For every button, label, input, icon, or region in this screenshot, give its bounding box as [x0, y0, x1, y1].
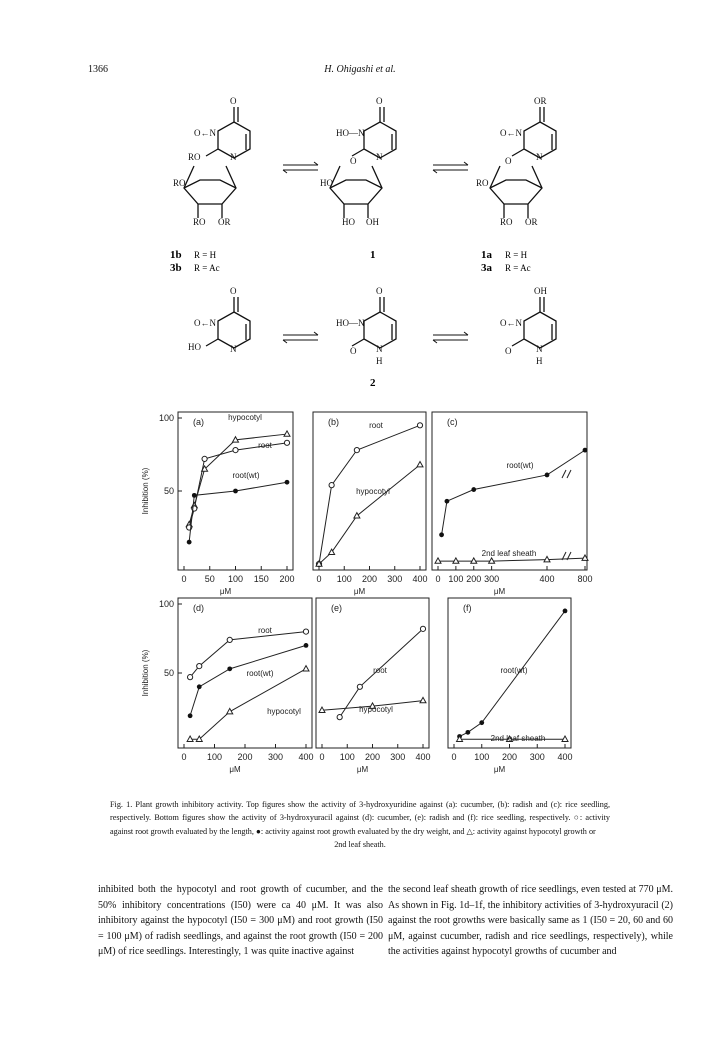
series-line	[190, 669, 306, 739]
open-circle-marker	[284, 440, 289, 445]
series-label: hypocotyl	[228, 413, 262, 422]
x-tick-label: 300	[390, 752, 406, 762]
x-tick-label: 300	[387, 574, 403, 584]
label-3b-r: R = Ac	[194, 263, 220, 273]
x-axis-label: μM	[493, 587, 506, 596]
filled-dot-marker	[465, 730, 470, 735]
series-line	[190, 645, 306, 715]
open-circle-marker	[417, 423, 422, 428]
triangle-marker	[284, 431, 290, 436]
panel-label: (e)	[331, 603, 342, 613]
filled-dot-marker	[188, 713, 193, 718]
filled-dot-marker	[583, 448, 588, 453]
figure-caption	[110, 798, 610, 852]
open-circle-marker	[337, 715, 342, 720]
svg-text:O: O	[376, 286, 383, 296]
label-1a-r: R = H	[505, 250, 528, 260]
label-1: 1	[370, 249, 376, 261]
x-axis-label: μM	[353, 587, 366, 596]
page-number: 1366	[88, 64, 108, 75]
x-axis-label: μM	[356, 765, 369, 774]
x-tick-label: 100	[448, 574, 464, 584]
open-circle-marker	[188, 675, 193, 680]
series-label: root(wt)	[506, 461, 534, 470]
x-axis-label: μM	[219, 587, 232, 596]
label-1b-r: R = H	[194, 250, 217, 260]
x-tick-label: 400	[298, 752, 314, 762]
series-label: 2nd leaf sheath	[490, 734, 546, 743]
filled-dot-marker	[233, 489, 238, 494]
x-tick-label: 50	[204, 574, 215, 584]
x-tick-label: 400	[539, 574, 555, 584]
x-tick-label: 400	[557, 752, 573, 762]
series-label: root	[258, 626, 272, 635]
svg-text:RO: RO	[173, 178, 186, 188]
series-label: hypocotyl	[356, 487, 390, 496]
svg-text:RO: RO	[476, 178, 489, 188]
series-line	[319, 465, 420, 564]
svg-text:HO: HO	[342, 217, 355, 227]
y-tick-label: 50	[163, 486, 174, 496]
filled-dot-marker	[445, 499, 450, 504]
x-tick-label: 200	[237, 752, 253, 762]
filled-dot-marker	[227, 666, 232, 671]
x-tick-label: 400	[415, 752, 431, 762]
series-label: root	[373, 666, 387, 675]
open-circle-marker	[420, 626, 425, 631]
y-tick-label: 50	[163, 668, 174, 678]
open-circle-marker	[197, 664, 202, 669]
x-axis-label: μM	[229, 765, 241, 774]
label-2: 2	[370, 377, 376, 389]
series-label: root	[258, 441, 272, 450]
x-tick-label: 400	[412, 574, 428, 584]
running-head: H. Ohigashi et al.	[324, 64, 396, 75]
svg-text:HO: HO	[188, 342, 201, 352]
x-tick-label: 0	[435, 574, 441, 584]
y-tick-label: 100	[158, 599, 174, 609]
body-column-left: inhibited both the hypocotyl and root growth of cucumber, and the 50% inhibitory concentrations (I50) were ca 40 μM. It was also inhibitory against the hypocotyl (I50 = 300 μM) and root growth (I50 = 100 μM) of radish seedlings, and against the root growth (I50 = 200 μM) of rice seedlings. Interestingly, 1 was quite inactive against	[98, 884, 383, 957]
y-axis-label: Inhibition (%)	[141, 649, 150, 697]
x-tick-label: 0	[181, 752, 187, 762]
open-circle-marker	[303, 629, 308, 634]
open-circle-marker	[354, 448, 359, 453]
triangle-marker	[417, 462, 423, 467]
svg-text:OR: OR	[534, 96, 547, 106]
filled-dot-marker	[285, 480, 290, 485]
label-1b: 1b	[170, 249, 182, 261]
panel-label: (b)	[328, 417, 339, 427]
x-tick-label: 100	[227, 574, 244, 584]
svg-text:O: O	[505, 346, 512, 356]
panel-label: (a)	[193, 417, 204, 427]
label-1a: 1a	[481, 249, 492, 261]
svg-text:HO—N: HO—N	[336, 128, 365, 138]
filled-dot-marker	[563, 609, 568, 614]
label-3b: 3b	[170, 262, 182, 274]
svg-text:N: N	[536, 344, 543, 354]
svg-text:N: N	[376, 152, 383, 162]
filled-dot-marker	[439, 532, 444, 537]
svg-text:O←N: O←N	[500, 128, 522, 138]
svg-text:O: O	[350, 156, 357, 166]
svg-text:OR: OR	[218, 217, 231, 227]
x-tick-label: 0	[316, 574, 322, 584]
x-axis-label: μM	[493, 765, 506, 774]
x-tick-label: 200	[361, 574, 378, 584]
svg-text:O←N: O←N	[194, 318, 216, 328]
x-tick-label: 100	[339, 752, 355, 762]
svg-text:OR: OR	[525, 217, 538, 227]
svg-text:RO: RO	[193, 217, 206, 227]
open-circle-marker	[233, 448, 238, 453]
svg-text:O←N: O←N	[194, 128, 216, 138]
svg-text:N: N	[376, 344, 383, 354]
x-tick-label: 200	[466, 574, 482, 584]
x-tick-label: 100	[474, 752, 490, 762]
body-column-right: the second leaf sheath growth of rice seedlings, even tested at 770 μM. As shown in Fig. 1d–1f, the inhibitory activities of 3-hydroxyuracil (2) against the root growths were basically same as 1 (I50 = 20, 60 and 60 μM, against cucumber, radish and rice seedlings, respectively), while the activities against hypocotyl growths of cucumber and	[388, 884, 673, 957]
filled-dot-marker	[304, 643, 309, 648]
x-tick-label: 300	[267, 752, 284, 762]
svg-text:O: O	[230, 96, 237, 106]
svg-text:OH: OH	[366, 217, 379, 227]
series-line	[189, 482, 287, 542]
y-tick-label: 100	[158, 413, 174, 423]
x-tick-label: 0	[319, 752, 325, 762]
svg-text:HO: HO	[320, 178, 333, 188]
x-tick-label: 200	[279, 574, 295, 584]
open-circle-marker	[329, 483, 334, 488]
series-label: hypocotyl	[267, 707, 301, 716]
series-label: root(wt)	[232, 471, 260, 480]
triangle-marker	[420, 697, 426, 702]
svg-text:O: O	[376, 96, 383, 106]
svg-text:N: N	[536, 152, 543, 162]
label-3a-r: R = Ac	[505, 263, 531, 273]
svg-text:N: N	[230, 152, 237, 162]
panel-label: (f)	[463, 603, 472, 613]
svg-text:O: O	[230, 286, 237, 296]
axis-break-mark	[562, 470, 571, 478]
x-tick-label: 0	[181, 574, 187, 584]
svg-text:O←N: O←N	[500, 318, 522, 328]
filled-dot-marker	[187, 540, 192, 545]
caption-text: Fig. 1. Plant growth inhibitory activity. Top figures show the activity of 3-hydroxyuridine against (a): cucumber, (b): radish and (c): rice seedling, respectively. Bottom figures show the activity of 3-hydroxyuracil against (d): cucumber, (e): radish and (f): rice seedling, respectively. ○: activity against root growth evaluated by the length, ●: activity against root growth evaluated by the dry weight, and △: activity against hypocotyl growth or	[110, 800, 610, 836]
filled-dot-marker	[479, 720, 484, 725]
x-tick-label: 300	[529, 752, 545, 762]
svg-text:RO: RO	[500, 217, 513, 227]
x-tick-label: 200	[501, 752, 518, 762]
svg-text:HO—N: HO—N	[336, 318, 365, 328]
x-tick-label: 300	[484, 574, 500, 584]
panel-label: (d)	[193, 603, 204, 613]
filled-dot-marker	[471, 487, 476, 492]
series-label: root(wt)	[246, 669, 274, 678]
filled-dot-marker	[545, 473, 550, 478]
caption-last-line: 2nd leaf sheath.	[334, 840, 386, 850]
svg-text:O: O	[505, 156, 512, 166]
svg-text:H: H	[536, 356, 543, 366]
svg-text:N: N	[230, 344, 237, 354]
series-label: root(wt)	[500, 666, 528, 675]
plot-frame	[432, 412, 587, 570]
filled-dot-marker	[192, 493, 197, 498]
open-circle-marker	[202, 456, 207, 461]
triangle-marker	[354, 513, 360, 518]
panel-label: (c)	[447, 417, 458, 427]
x-tick-label: 100	[336, 574, 352, 584]
series-label: 2nd leaf sheath	[481, 549, 537, 558]
x-tick-label: 100	[206, 752, 223, 762]
y-axis-label: Inhibition (%)	[141, 467, 150, 515]
x-tick-label: 150	[253, 574, 269, 584]
open-circle-marker	[357, 684, 362, 689]
series-label: root	[369, 421, 383, 430]
series-label: hypocotyl	[359, 705, 393, 714]
svg-text:H: H	[376, 356, 383, 366]
open-circle-marker	[227, 637, 232, 642]
triangle-marker	[227, 708, 233, 713]
svg-text:O: O	[350, 346, 357, 356]
label-3a: 3a	[481, 262, 492, 274]
filled-dot-marker	[197, 684, 202, 689]
x-tick-label: 200	[364, 752, 381, 762]
svg-text:RO: RO	[188, 152, 201, 162]
x-tick-label: 0	[451, 752, 457, 762]
plot-frame	[178, 598, 312, 748]
x-tick-label: 800	[577, 574, 593, 584]
svg-text:OH: OH	[534, 286, 547, 296]
triangle-marker	[303, 666, 309, 671]
